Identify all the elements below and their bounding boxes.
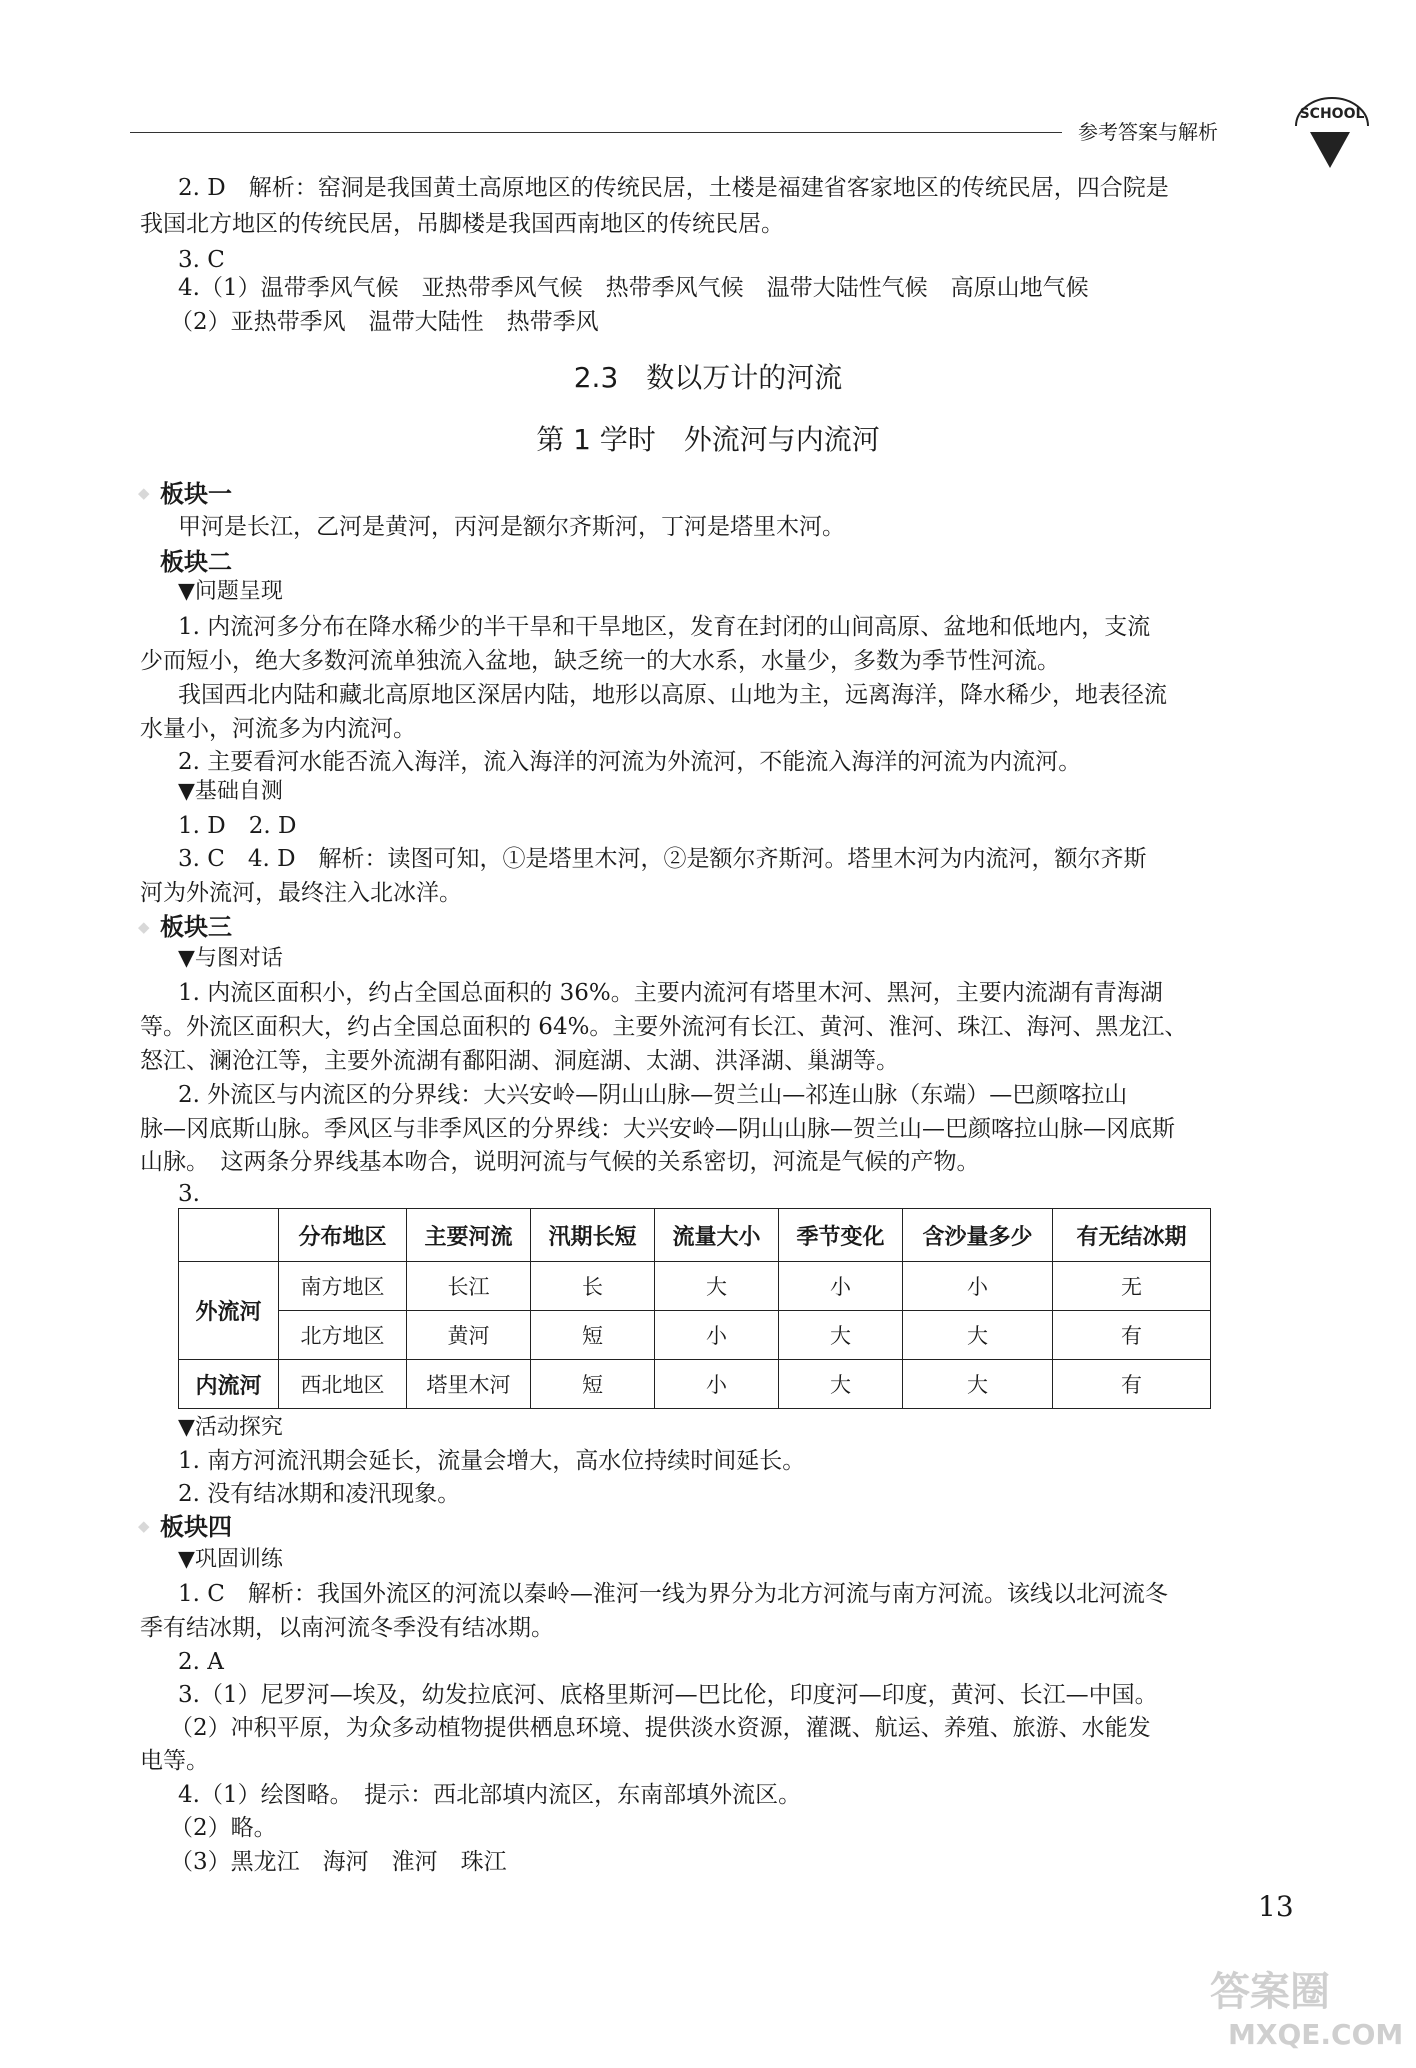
river-comparison-table [178, 1208, 1211, 1409]
table-cell: 小 [903, 1262, 1053, 1311]
section-marker-icon: ◆ [138, 1517, 150, 1535]
logo-text: SCHOOL [1299, 106, 1365, 122]
text-line: （2）亚热带季风 温带大陆性 热带季风 [170, 309, 599, 335]
table-cell: 南方地区 [279, 1262, 407, 1311]
table-header-row [179, 1209, 1211, 1262]
text-line: 3.（1）尼罗河—埃及，幼发拉底河、底格里斯河—巴比伦，印度河—印度，黄河、长江—中国。 [178, 1682, 1158, 1708]
text-line: 水量小，河流多为内流河。 [140, 716, 416, 742]
text-line: （2）冲积平原，为众多动植物提供栖息环境、提供淡水资源，灌溉、航运、养殖、旅游、水能发 [170, 1715, 1151, 1741]
table-header-cell: 流量大小 [655, 1209, 779, 1262]
page-number: 13 [1258, 1890, 1294, 1923]
text-line: 1. 南方河流汛期会延长，流量会增大，高水位持续时间延长。 [178, 1448, 806, 1474]
table-row [179, 1311, 1211, 1360]
table-header-cell: 分布地区 [279, 1209, 407, 1262]
table-cell: 西北地区 [279, 1360, 407, 1409]
watermark-url: MXQE.COM [1228, 2018, 1404, 2051]
table-cell: 大 [903, 1311, 1053, 1360]
text-line: （2）略。 [170, 1815, 277, 1841]
table-header-cell: 含沙量多少 [903, 1209, 1053, 1262]
text-line: 怒江、澜沧江等，主要外流湖有鄱阳湖、洞庭湖、太湖、洪泽湖、巢湖等。 [140, 1048, 899, 1074]
table-cell: 黄河 [407, 1311, 531, 1360]
table-cell: 小 [655, 1360, 779, 1409]
text-line: 我国北方地区的传统民居，吊脚楼是我国西南地区的传统民居。 [140, 211, 784, 237]
text-line: （3）黑龙江 海河 淮河 珠江 [170, 1849, 507, 1875]
watermark-logo: 答案圈 [1210, 1969, 1330, 2015]
table-cell: 大 [655, 1262, 779, 1311]
table-cell: 有 [1053, 1311, 1211, 1360]
section-marker-icon: ◆ [138, 918, 150, 936]
row-group-label: 外流河 [179, 1262, 279, 1360]
text-line: 山脉。 这两条分界线基本吻合，说明河流与气候的关系密切，河流是气候的产物。 [140, 1149, 980, 1175]
section-title: 2.3 数以万计的河流 [573, 361, 843, 394]
table-cell: 无 [1053, 1262, 1211, 1311]
block-heading: 板块二 [160, 548, 232, 576]
section-marker-icon: ◆ [138, 484, 150, 502]
text-line: 2. 没有结冰期和凌汛现象。 [178, 1481, 461, 1507]
text-line: 我国西北内陆和藏北高原地区深居内陆，地形以高原、山地为主，远离海洋，降水稀少，地表径流 [178, 682, 1167, 708]
table-row [179, 1360, 1211, 1409]
table-header-cell: 主要河流 [407, 1209, 531, 1262]
table-row [179, 1262, 1211, 1311]
subheading: ▼问题呈现 [178, 579, 283, 604]
subheading: ▼基础自测 [178, 779, 283, 804]
block-heading: 板块三 [160, 913, 232, 941]
header-title: 参考答案与解析 [1078, 120, 1218, 144]
text-line: 电等。 [140, 1748, 209, 1774]
text-line: 1. 内流河多分布在降水稀少的半干旱和干旱地区，发育在封闭的山间高原、盆地和低地内，支流 [178, 614, 1151, 640]
table-header-cell: 季节变化 [779, 1209, 903, 1262]
subheading: ▼与图对话 [178, 946, 283, 971]
table-cell: 长江 [407, 1262, 531, 1311]
text-line: 2. 外流区与内流区的分界线：大兴安岭—阴山山脉—贺兰山—祁连山脉（东端）—巴颜喀拉山 [178, 1082, 1128, 1108]
subheading: ▼活动探究 [178, 1415, 283, 1440]
row-group-label: 内流河 [179, 1360, 279, 1409]
header-rule [130, 132, 1062, 133]
text-line: 3. [178, 1181, 200, 1207]
text-line: 2. D 解析：窑洞是我国黄土高原地区的传统民居，土楼是福建省客家地区的传统民居，四合院是 [178, 175, 1169, 201]
text-line: 季有结冰期，以南河流冬季没有结冰期。 [140, 1615, 554, 1641]
text-line: 4.（1）温带季风气候 亚热带季风气候 热带季风气候 温带大陆性气候 高原山地气候 [178, 275, 1089, 301]
table-cell: 北方地区 [279, 1311, 407, 1360]
text-line: 3. C 4. D 解析：读图可知，①是塔里木河，②是额尔齐斯河。塔里木河为内流河，额尔齐斯 [178, 846, 1147, 872]
table-header-cell: 有无结冰期 [1053, 1209, 1211, 1262]
text-line: 2. A [178, 1649, 224, 1675]
school-logo-icon [1282, 92, 1382, 170]
subheading: ▼巩固训练 [178, 1547, 283, 1572]
text-line: 1. C 解析：我国外流区的河流以秦岭—淮河一线为界分为北方河流与南方河流。该线以北河流冬 [178, 1581, 1168, 1607]
text-line: 等。外流区面积大，约占全国总面积的 64%。主要外流河有长江、黄河、淮河、珠江、海河、黑龙江、 [140, 1014, 1188, 1040]
lesson-title: 第 1 学时 外流河与内流河 [536, 423, 880, 456]
text-line: 3. C [178, 247, 225, 273]
text-line: 4.（1）绘图略。 提示：西北部填内流区，东南部填外流区。 [178, 1782, 802, 1808]
text-line: 甲河是长江，乙河是黄河，丙河是额尔齐斯河，丁河是塔里木河。 [178, 514, 845, 540]
text-line: 脉—冈底斯山脉。季风区与非季风区的分界线：大兴安岭—阴山山脉—贺兰山—巴颜喀拉山脉—冈底斯 [140, 1116, 1175, 1142]
table-cell: 长 [531, 1262, 655, 1311]
text-line: 1. D 2. D [178, 813, 297, 839]
table-cell: 小 [779, 1262, 903, 1311]
table-cell: 大 [779, 1311, 903, 1360]
table-header-cell: 汛期长短 [531, 1209, 655, 1262]
block-heading: 板块四 [160, 1513, 232, 1541]
text-line: 2. 主要看河水能否流入海洋，流入海洋的河流为外流河，不能流入海洋的河流为内流河。 [178, 749, 1082, 775]
block-heading: 板块一 [160, 480, 232, 508]
table-cell: 短 [531, 1311, 655, 1360]
table-cell: 塔里木河 [407, 1360, 531, 1409]
text-line: 少而短小，绝大多数河流单独流入盆地，缺乏统一的大水系，水量少，多数为季节性河流。 [140, 648, 1060, 674]
text-line: 河为外流河，最终注入北冰洋。 [140, 880, 462, 906]
table-cell: 小 [655, 1311, 779, 1360]
table-cell: 短 [531, 1360, 655, 1409]
table-cell: 大 [779, 1360, 903, 1409]
text-line: 1. 内流区面积小，约占全国总面积的 36%。主要内流河有塔里木河、黑河，主要内流湖有青海湖 [178, 980, 1163, 1006]
table-cell: 有 [1053, 1360, 1211, 1409]
table-header-cell [179, 1209, 279, 1262]
table-cell: 大 [903, 1360, 1053, 1409]
